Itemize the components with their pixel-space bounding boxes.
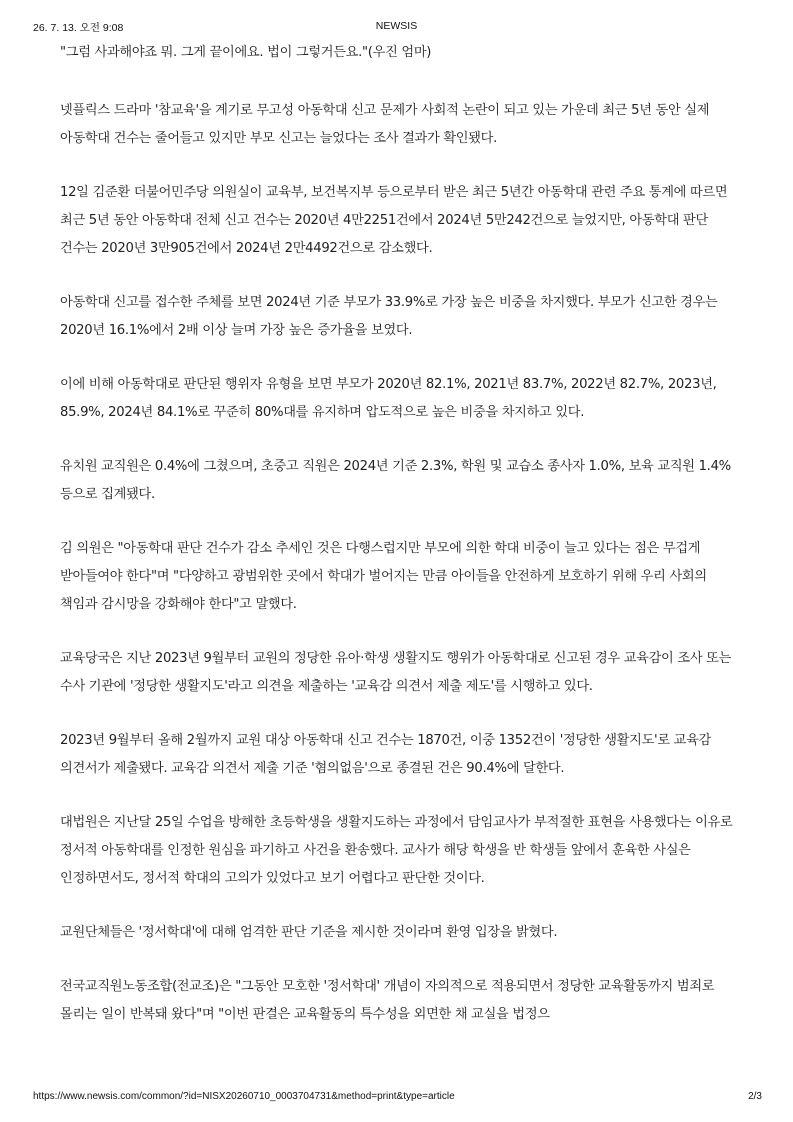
article-quote: "그럼 사과해야죠 뭐. 그게 끝이에요. 법이 그렇거든요."(우진 엄마) xyxy=(60,45,432,60)
article-paragraph: 김 의원은 "아동학대 판단 건수가 감소 추세인 것은 다행스럽지만 부모에 의한 학대 비중이 늘고 있다는 점은 무겁게 받아들여야 한다"며 "다양하고 광범위한 곳에서 학대가 벌어지는 만큼 아이들을 안전하게 보호하기 위해 우리 사회의 책임과 감시망을 강화해야 한다"고 말했다. xyxy=(60,541,707,612)
article-paragraph: 아동학대 신고를 접수한 주체를 보면 2024년 기준 부모가 33.9%로 가장 높은 비중을 차지했다. 부모가 신고한 경우는 2020년 16.1%에서 2배 이상 늘며 가장 높은 증가율을 보였다. xyxy=(60,295,718,338)
print-datetime: 26. 7. 13. 오전 9:08 xyxy=(33,22,124,34)
print-url: https://www.newsis.com/common/?id=NISX20260710_0003704731&method=print&type=article xyxy=(33,1091,455,1102)
article-paragraph: 2023년 9월부터 올해 2월까지 교원 대상 아동학대 신고 건수는 1870건, 이중 1352건이 '정당한 생활지도'로 교육감 의견서가 제출됐다. 교육감 의견서 제출 기준 '혐의없음'으로 종결된 건은 90.4%에 달한다. xyxy=(60,733,711,776)
article-paragraph: 대법원은 지난달 25일 수업을 방해한 초등학생을 생활지도하는 과정에서 담임교사가 부적절한 표현을 사용했다는 이유로 정서적 아동학대를 인정한 원심을 파기하고 사건을 환송했다. 교사가 해당 학생을 반 학생들 앞에서 훈육한 사실은 인정하면서도, 정서적 학대의 고의가 있었다고 보기 어렵다고 판단한 것이다. xyxy=(60,815,733,886)
article-paragraph: 12일 김준환 더불어민주당 의원실이 교육부, 보건복지부 등으로부터 받은 최근 5년간 아동학대 관련 주요 통계에 따르면 최근 5년 동안 아동학대 전체 신고 건수는 2020년 4만2251건에서 2024년 5만242건으로 늘었지만, 아동학대 판단 건수는 2020년 3만905건에서 2024년 2만4492건으로 감소했다. xyxy=(60,185,728,256)
article-paragraph: 교육당국은 지난 2023년 9월부터 교원의 정당한 유아·학생 생활지도 행위가 아동학대로 신고된 경우 교육감이 조사 또는 수사 기관에 '정당한 생활지도'라고 의견을 제출하는 '교육감 의견서 제출 제도'를 시행하고 있다. xyxy=(60,651,732,694)
article-paragraph: 넷플릭스 드라마 '참교육'을 계기로 무고성 아동학대 신고 문제가 사회적 논란이 되고 있는 가운데 최근 5년 동안 실제 아동학대 건수는 줄어들고 있지만 부모 신고는 늘었다는 조사 결과가 확인됐다. xyxy=(60,103,710,146)
article-paragraph: 교원단체들은 '정서학대'에 대해 엄격한 판단 기준을 제시한 것이라며 환영 입장을 밝혔다. xyxy=(60,925,558,940)
article-paragraph: 유치원 교직원은 0.4%에 그쳤으며, 초중고 직원은 2024년 기준 2.3%, 학원 및 교습소 종사자 1.0%, 보육 교직원 1.4% 등으로 집계됐다. xyxy=(60,459,731,502)
article-paragraph: 이에 비해 아동학대로 판단된 행위자 유형을 보면 부모가 2020년 82.1%, 2021년 83.7%, 2022년 82.7%, 2023년, 85.9%, 2024년 84.1%로 꾸준히 80%대를 유지하며 압도적으로 높은 비중을 차지하고 있다. xyxy=(60,377,717,420)
page-number: 2/3 xyxy=(748,1091,762,1102)
article-paragraph: 전국교직원노동조합(전교조)은 "그동안 모호한 '정서학대' 개념이 자의적으로 적용되면서 정당한 교육활동까지 범죄로 몰리는 일이 반복돼 왔다"며 "이번 판결은 교육활동의 특수성을 외면한 채 교실을 법정으 xyxy=(60,979,715,1022)
print-site-name: NEWSIS xyxy=(375,20,418,32)
article-body xyxy=(60,41,744,1029)
